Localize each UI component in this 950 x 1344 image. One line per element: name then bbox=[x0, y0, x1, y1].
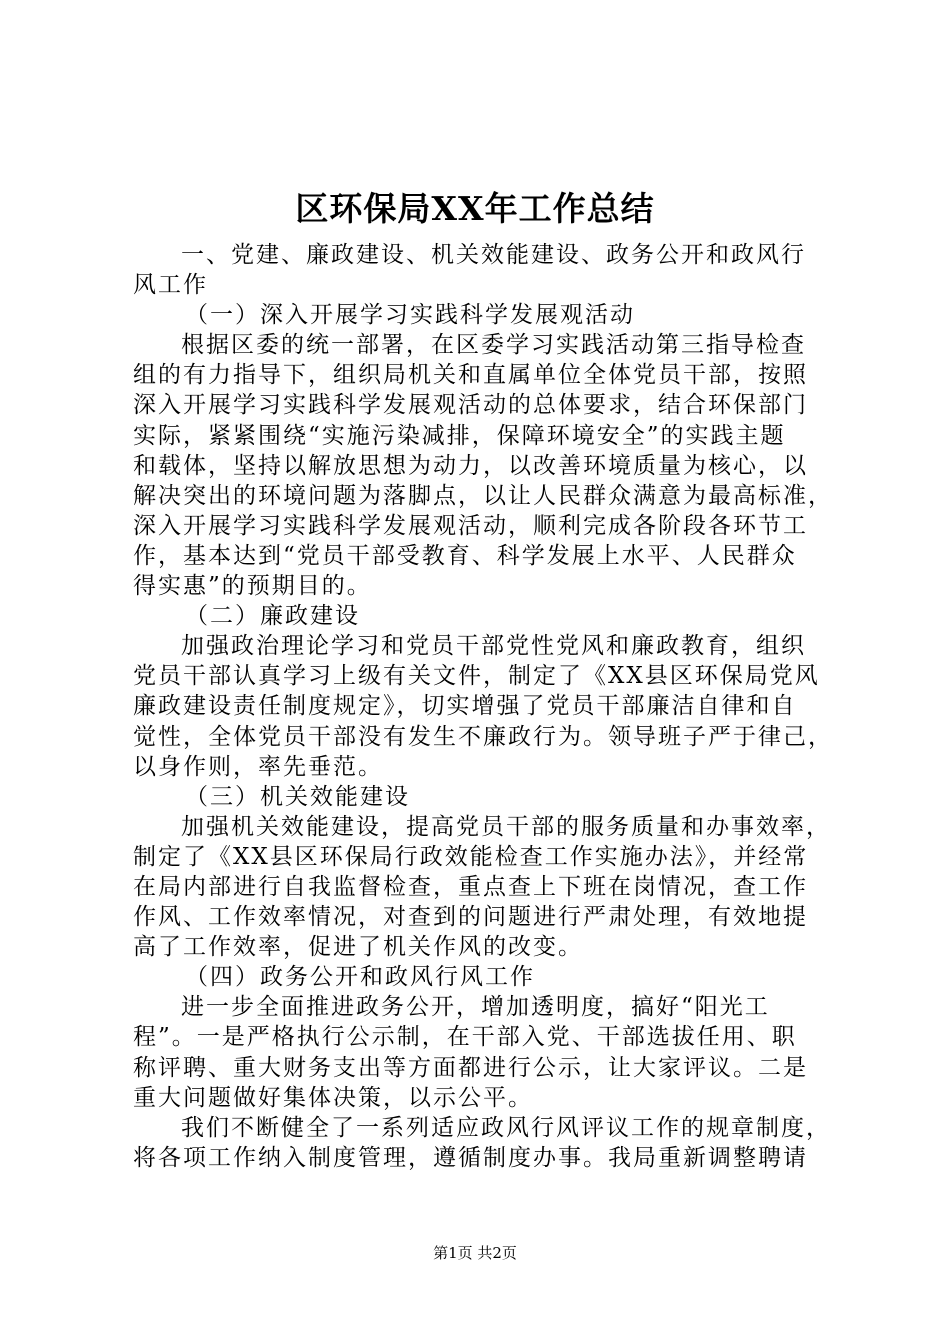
body-line: 得实惠”的预期目的。 bbox=[133, 573, 372, 600]
body-line: 风工作 bbox=[133, 272, 208, 299]
body-line: 加强机关效能建设，提高党员干部的服务质量和办事效率， bbox=[181, 813, 831, 840]
body-line: 和载体，坚持以解放思想为动力，以改善环境质量为核心，以 bbox=[133, 452, 808, 479]
body-line: （一）深入开展学习实践科学发展观活动 bbox=[185, 302, 635, 329]
body-line: 以身作则，率先垂范。 bbox=[133, 753, 383, 780]
body-line: 一、党建、廉政建设、机关效能建设、政务公开和政风行 bbox=[181, 242, 806, 268]
body-line: 重大问题做好集体决策，以示公平。 bbox=[133, 1084, 533, 1111]
body-line: 作风、工作效率情况，对查到的问题进行严肃处理，有效地提 bbox=[133, 904, 808, 931]
body-line: 深入开展学习实践科学发展观活动的总体要求，结合环保部门 bbox=[133, 392, 808, 419]
body-line: 将各项工作纳入制度管理，遵循制度办事。我局重新调整聘请 bbox=[133, 1144, 808, 1171]
body-line: 称评聘、重大财务支出等方面都进行公示，让大家评议。二是 bbox=[133, 1054, 808, 1081]
body-line: 根据区委的统一部署，在区委学习实践活动第三指导检查 bbox=[181, 332, 806, 359]
page-footer: 第1页 共2页 bbox=[433, 1244, 517, 1262]
body-line: （二）廉政建设 bbox=[185, 603, 360, 630]
body-line: （四）政务公开和政风行风工作 bbox=[185, 964, 535, 991]
body-line: 程”。一是严格执行公示制，在干部入党、干部选拔任用、职 bbox=[133, 1024, 797, 1051]
document-body bbox=[133, 240, 833, 1173]
body-line: 解决突出的环境问题为落脚点，以让人民群众满意为最高标准， bbox=[133, 482, 833, 509]
body-line: 廉政建设责任制度规定》，切实增强了党员干部廉洁自律和自 bbox=[133, 693, 797, 720]
body-line: 我们不断健全了一系列适应政风行风评议工作的规章制度， bbox=[181, 1114, 831, 1141]
body-line: 在局内部进行自我监督检查，重点查上下班在岗情况，查工作 bbox=[133, 873, 808, 900]
body-line: 组的有力指导下，组织局机关和直属单位全体党员干部，按照 bbox=[133, 362, 808, 389]
body-line: 进一步全面推进政务公开，增加透明度，搞好“阳光工 bbox=[181, 994, 770, 1021]
document-title: 区环保局XX年工作总结 bbox=[295, 189, 655, 228]
body-line: 觉性，全体党员干部没有发生不廉政行为。领导班子严于律己， bbox=[133, 723, 833, 750]
body-line: 党员干部认真学习上级有关文件，制定了《XX县区环保局党风 bbox=[133, 663, 820, 690]
body-line: 加强政治理论学习和党员干部党性党风和廉政教育，组织 bbox=[181, 633, 806, 660]
body-line: 作，基本达到“党员干部受教育、科学发展上水平、人民群众 bbox=[133, 542, 797, 569]
body-line: 制定了《XX县区环保局行政效能检查工作实施办法》，并经常 bbox=[133, 843, 809, 870]
body-line: 深入开展学习实践科学发展观活动，顺利完成各阶段各环节工 bbox=[133, 512, 808, 539]
body-line: （三）机关效能建设 bbox=[185, 783, 410, 810]
body-line: 实际，紧紧围绕“实施污染减排，保障环境安全”的实践主题 bbox=[133, 422, 786, 449]
body-line: 高了工作效率，促进了机关作风的改变。 bbox=[133, 934, 583, 961]
